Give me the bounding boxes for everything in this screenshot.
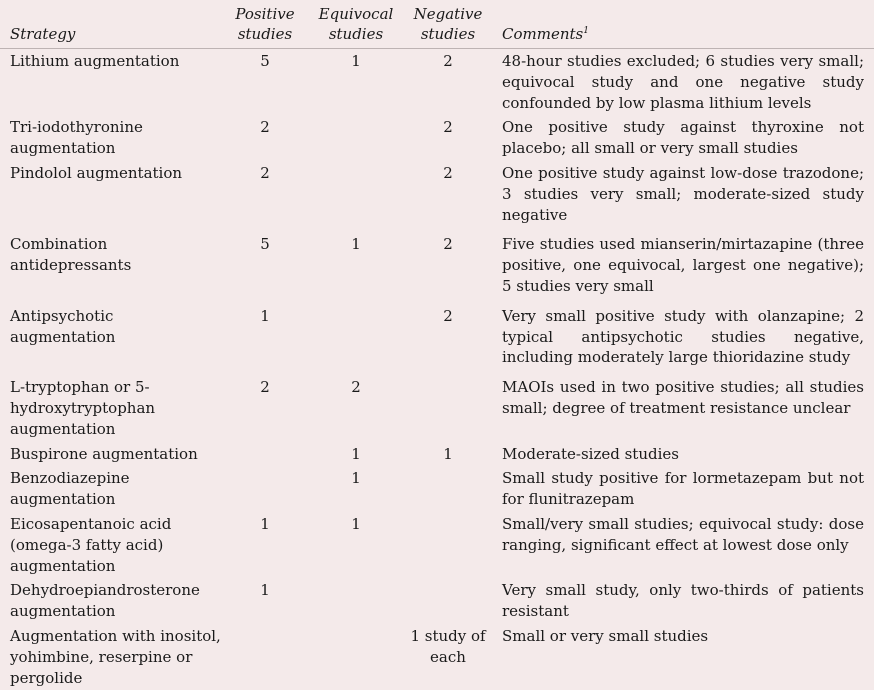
positive-count: 1 [222, 512, 308, 578]
equivocal-count [308, 624, 404, 690]
negative-count: 2 [404, 232, 492, 303]
positive-count [222, 442, 308, 467]
positive-count: 2 [222, 375, 308, 441]
comment-cell: Moderate-sized studies [492, 442, 874, 467]
positive-count [222, 624, 308, 690]
table-row [0, 624, 874, 690]
negative-count [404, 578, 492, 624]
header-comments: Comments$^1$ [492, 0, 874, 49]
strategy-cell: Benzodiazepine augmentation [0, 466, 222, 512]
strategy-cell: Augmentation with inositol, yohimbine, reserpine or pergolide [0, 624, 222, 690]
negative-count: 2 [404, 115, 492, 161]
footnote-marker: 1 [583, 26, 589, 36]
comment-cell: Very small positive study with olanzapine; 2 typical antipsychotic studies negative, including moderately large thioridazine study [492, 304, 874, 375]
table-row [0, 115, 874, 161]
header-strategy: Strategy [0, 0, 222, 49]
table-body [0, 49, 874, 690]
comment-cell: Small or very small studies [492, 624, 874, 690]
header-positive: Positive studies [222, 0, 308, 49]
equivocal-count [308, 115, 404, 161]
header-equivocal: Equivocal studies [308, 0, 404, 49]
positive-count: 2 [222, 115, 308, 161]
negative-count [404, 375, 492, 441]
equivocal-count [308, 578, 404, 624]
strategy-cell: Combination antidepressants [0, 232, 222, 303]
equivocal-count: 1 [308, 512, 404, 578]
negative-count: 1 [404, 442, 492, 467]
strategy-cell: Lithium augmentation [0, 49, 222, 116]
equivocal-count: 1 [308, 49, 404, 116]
table-row [0, 375, 874, 441]
negative-count [404, 466, 492, 512]
positive-count: 1 [222, 578, 308, 624]
comment-cell: Small study positive for lormetazepam but not for flunitrazepam [492, 466, 874, 512]
comment-cell: One positive study against thyroxine not placebo; all small or very small studies [492, 115, 874, 161]
table-row [0, 161, 874, 232]
comment-cell: One positive study against low-dose trazodone; 3 studies very small; moderate-sized study negative [492, 161, 874, 232]
table-row [0, 512, 874, 578]
positive-count: 5 [222, 232, 308, 303]
equivocal-count [308, 161, 404, 232]
equivocal-count: 2 [308, 375, 404, 441]
strategy-cell: Eicosapentanoic acid (omega-3 fatty acid) augmentation [0, 512, 222, 578]
comment-cell: 48-hour studies excluded; 6 studies very small; equivocal study and one negative study confounded by low plasma lithium levels [492, 49, 874, 116]
table-row [0, 304, 874, 375]
header-negative: Negative studies [404, 0, 492, 49]
strategy-cell: L-tryptophan or 5-hydroxytryptophan augmentation [0, 375, 222, 441]
comment-cell: Very small study, only two-thirds of patients resistant [492, 578, 874, 624]
equivocal-count: 1 [308, 466, 404, 512]
comment-cell: Small/very small studies; equivocal study: dose ranging, significant effect at lowest dose only [492, 512, 874, 578]
positive-count: 5 [222, 49, 308, 116]
equivocal-count: 1 [308, 232, 404, 303]
comment-cell: Five studies used mianserin/mirtazapine (three positive, one equivocal, largest one negative); 5 studies very small [492, 232, 874, 303]
negative-count: 1 study of each [404, 624, 492, 690]
strategy-cell: Tri-iodothyronine augmentation [0, 115, 222, 161]
table-row [0, 578, 874, 624]
table-row [0, 442, 874, 467]
positive-count [222, 466, 308, 512]
table-header [0, 0, 874, 49]
negative-count: 2 [404, 161, 492, 232]
negative-count: 2 [404, 49, 492, 116]
strategy-cell: Buspirone augmentation [0, 442, 222, 467]
strategy-cell: Dehydroepiandrosterone augmentation [0, 578, 222, 624]
negative-count [404, 512, 492, 578]
table-row [0, 466, 874, 512]
equivocal-count [308, 304, 404, 375]
negative-count: 2 [404, 304, 492, 375]
strategy-cell: Antipsychotic augmentation [0, 304, 222, 375]
table-row [0, 232, 874, 303]
positive-count: 2 [222, 161, 308, 232]
comment-cell: MAOIs used in two positive studies; all studies small; degree of treatment resistance unclear [492, 375, 874, 441]
strategy-cell: Pindolol augmentation [0, 161, 222, 232]
positive-count: 1 [222, 304, 308, 375]
equivocal-count: 1 [308, 442, 404, 467]
table-row [0, 49, 874, 116]
